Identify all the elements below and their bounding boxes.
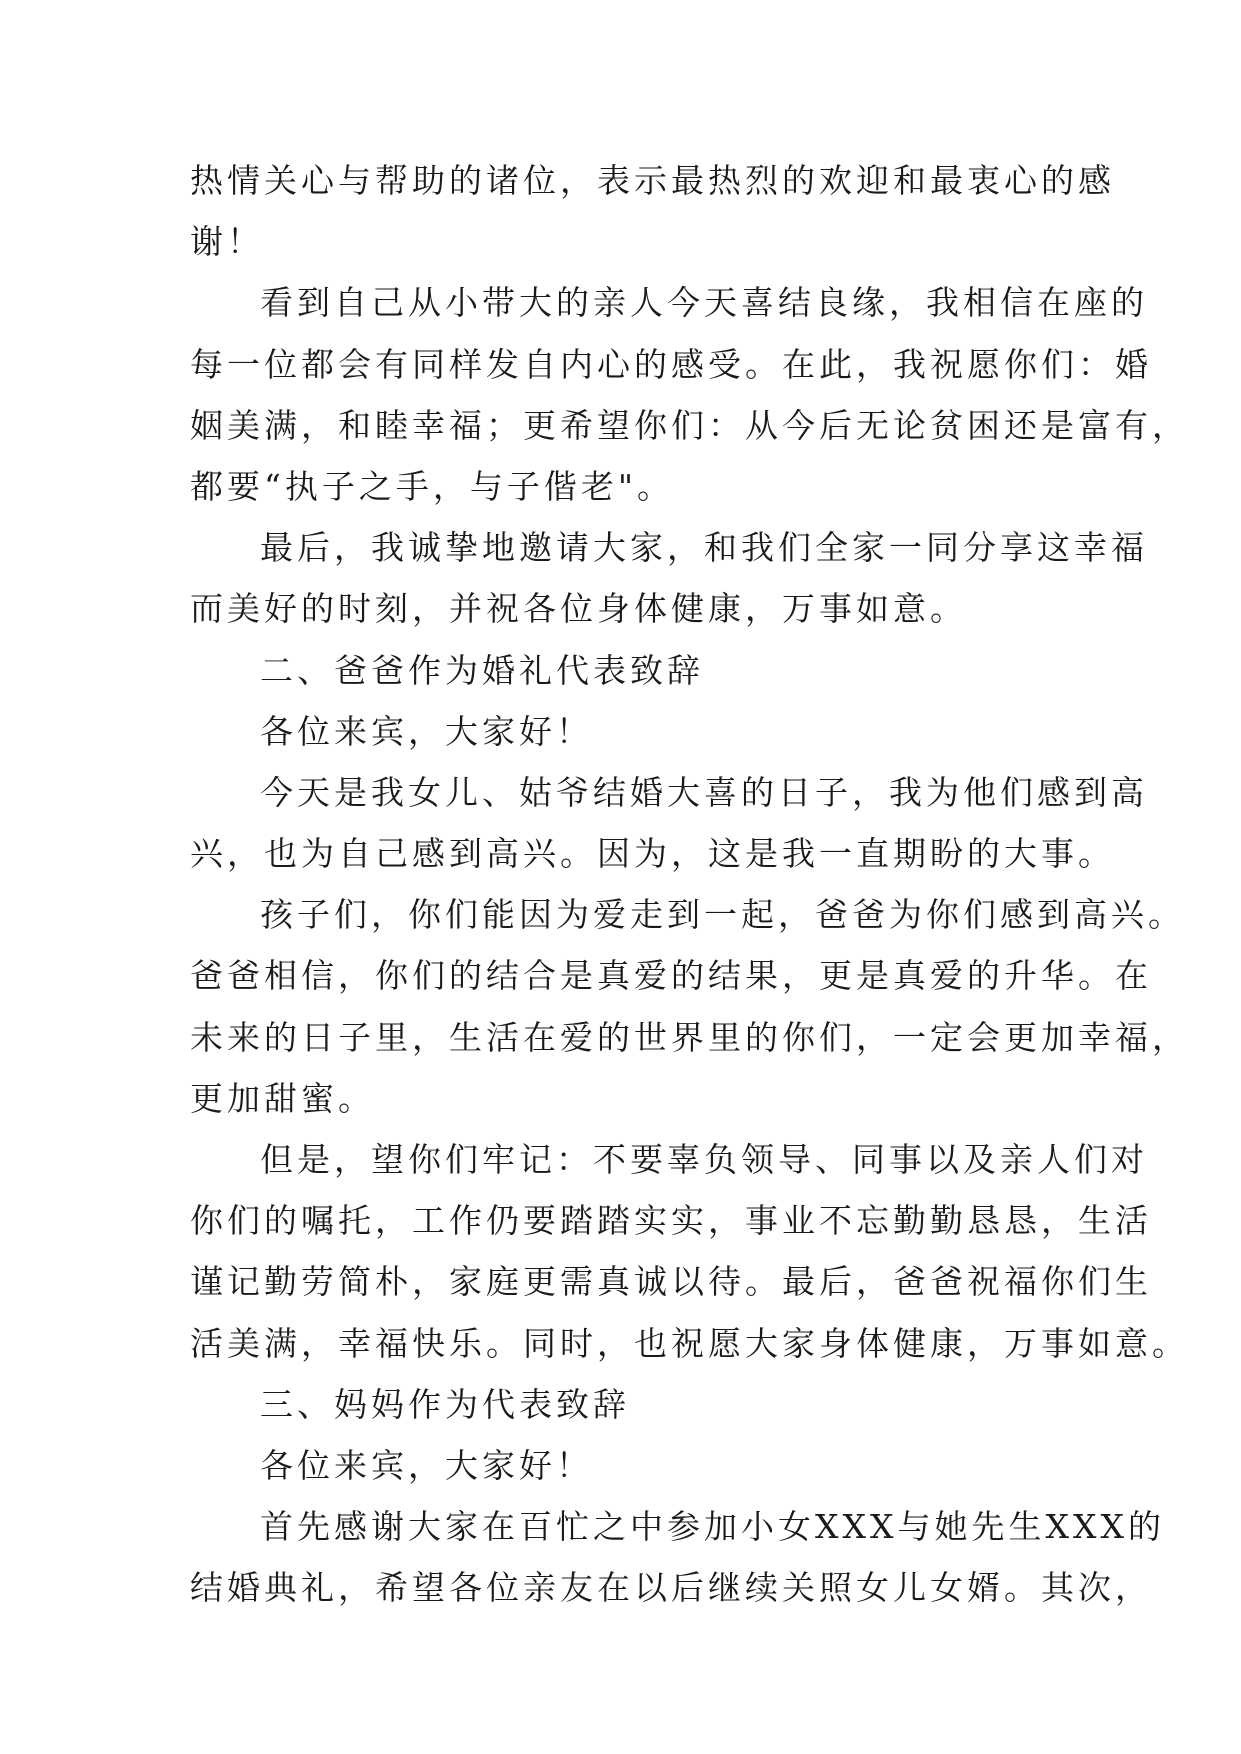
text-line: 都要“执子之手，与子偕老"。 <box>190 466 675 506</box>
section-heading: 三、妈妈作为代表致辞 <box>260 1384 630 1424</box>
paragraph-first-line: 首先感谢大家在百忙之中参加小女XXX与她先生XXX的 <box>260 1507 1165 1547</box>
text-line: 兴，也为自己感到高兴。因为，这是我一直期盼的大事。 <box>190 834 1115 874</box>
text-line: 谨记勤劳简朴，家庭更需真诚以待。最后，爸爸祝福你们生 <box>190 1262 1152 1302</box>
text-line: 更加甜蜜。 <box>190 1078 375 1118</box>
text-line: 活美满，幸福快乐。同时，也祝愿大家身体健康，万事如意。 <box>190 1323 1189 1363</box>
text-line: 结婚典礼，希望各位亲友在以后继续关照女儿女婿。其次， <box>190 1568 1152 1608</box>
document-page <box>190 150 1189 1619</box>
text-line: 每一位都会有同样发自内心的感受。在此，我祝愿你们：婚 <box>190 344 1152 384</box>
paragraph-first-line: 今天是我女儿、姑爷结婚大喜的日子，我为他们感到高 <box>260 772 1148 812</box>
paragraph-first-line: 看到自己从小带大的亲人今天喜结良缘，我相信在座的 <box>260 283 1148 323</box>
text-line: 未来的日子里，生活在爱的世界里的你们，一定会更加幸福， <box>190 1017 1189 1057</box>
paragraph-first-line: 但是，望你们牢记：不要辜负领导、同事以及亲人们对 <box>260 1140 1148 1179</box>
paragraph-first-line: 最后，我诚挚地邀请大家，和我们全家一同分享这幸福 <box>260 528 1148 568</box>
paragraph-first-line: 孩子们，你们能因为爱走到一起，爸爸为你们感到高兴。 <box>260 895 1185 935</box>
text-line: 姻美满，和睦幸福；更希望你们：从今后无论贫困还是富有， <box>190 405 1189 445</box>
text-line: 热情关心与帮助的诸位，表示最热烈的欢迎和最衷心的感 <box>190 161 1115 200</box>
section-heading: 二、爸爸作为婚礼代表致辞 <box>260 650 704 690</box>
text-line: 爸爸相信，你们的结合是真爱的结果，更是真爱的升华。在 <box>190 956 1152 996</box>
greeting-line: 各位来宾，大家好！ <box>260 1445 593 1485</box>
greeting-line: 各位来宾，大家好！ <box>260 711 593 751</box>
text-line: 而美好的时刻，并祝各位身体健康，万事如意。 <box>190 589 967 629</box>
text-line: 你们的嘱托，工作仍要踏踏实实，事业不忘勤勤恳恳，生活 <box>190 1201 1152 1241</box>
text-line: 谢！ <box>190 222 264 262</box>
